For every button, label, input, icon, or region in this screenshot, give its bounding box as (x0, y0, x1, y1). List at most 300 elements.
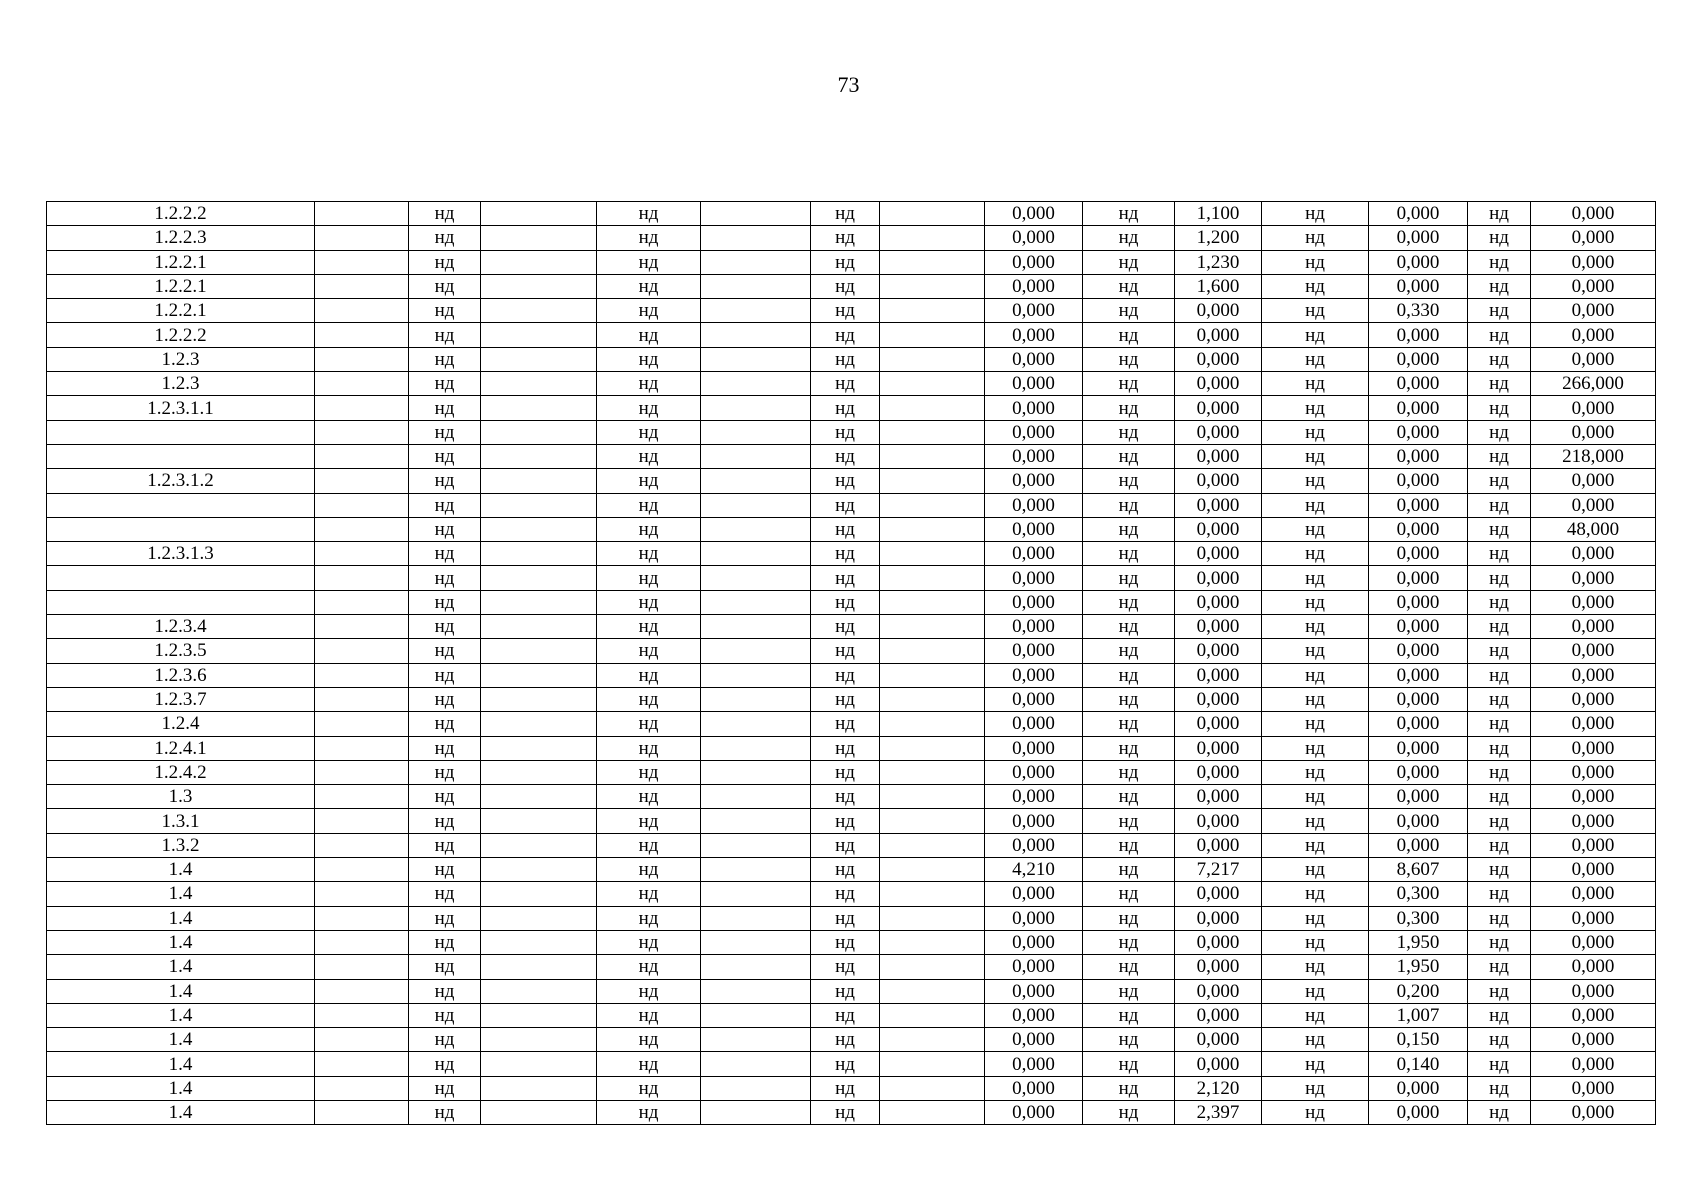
table-cell: 0,000 (1175, 347, 1262, 371)
table-cell: 0,000 (1369, 517, 1468, 541)
table-cell (315, 590, 409, 614)
table-cell (481, 420, 597, 444)
table-cell: нд (811, 542, 880, 566)
table-cell: нд (597, 833, 701, 857)
table-cell (880, 930, 985, 954)
table-cell (315, 712, 409, 736)
table-cell (880, 687, 985, 711)
table-cell (880, 955, 985, 979)
table-cell: 0,000 (1531, 736, 1656, 760)
table-cell (880, 202, 985, 226)
table-cell: нд (1083, 736, 1175, 760)
table-cell: нд (1468, 1100, 1531, 1124)
table-cell: 0,000 (1531, 1028, 1656, 1052)
table-row (47, 250, 1656, 274)
table-cell: нд (409, 299, 481, 323)
table-cell: 0,000 (1175, 542, 1262, 566)
table-cell (315, 882, 409, 906)
table-cell: 1.2.2.2 (47, 323, 315, 347)
table-cell: 1.4 (47, 882, 315, 906)
table-cell: 0,000 (1531, 712, 1656, 736)
table-cell: нд (1468, 347, 1531, 371)
table-cell (481, 1003, 597, 1027)
table-cell: нд (1262, 1100, 1369, 1124)
table-cell: нд (811, 979, 880, 1003)
table-cell (701, 250, 811, 274)
table-cell: нд (1083, 444, 1175, 468)
table-cell: нд (1083, 955, 1175, 979)
table-cell: нд (1083, 1003, 1175, 1027)
table-cell: 0,000 (1531, 833, 1656, 857)
table-cell: нд (1083, 809, 1175, 833)
table-cell: 1.2.2.1 (47, 299, 315, 323)
table-cell: 1,950 (1369, 930, 1468, 954)
table-cell: нд (1468, 202, 1531, 226)
table-cell (315, 1028, 409, 1052)
table-cell (315, 420, 409, 444)
table-cell: нд (597, 687, 701, 711)
table-cell: нд (597, 955, 701, 979)
table-cell: 0,000 (1369, 712, 1468, 736)
table-cell: 0,000 (1369, 1100, 1468, 1124)
table-cell: 0,000 (985, 785, 1083, 809)
table-cell: нд (409, 250, 481, 274)
table-cell: 0,000 (1531, 299, 1656, 323)
table-row (47, 566, 1656, 590)
table-cell (315, 202, 409, 226)
table-cell: нд (1083, 882, 1175, 906)
table-cell: нд (811, 323, 880, 347)
table-row (47, 615, 1656, 639)
table-cell: нд (1083, 663, 1175, 687)
table-cell: нд (811, 1076, 880, 1100)
table-cell: 0,000 (1175, 712, 1262, 736)
table-cell: нд (409, 396, 481, 420)
table-cell: 0,000 (985, 1076, 1083, 1100)
table-cell: нд (597, 882, 701, 906)
table-cell: нд (409, 760, 481, 784)
table-cell: 1.4 (47, 1052, 315, 1076)
table-cell: нд (1083, 274, 1175, 298)
table-cell: 1.2.2.2 (47, 202, 315, 226)
table-cell (481, 979, 597, 1003)
table-cell: 0,000 (1531, 760, 1656, 784)
table-cell: 0,000 (985, 663, 1083, 687)
table-cell (880, 1003, 985, 1027)
table-cell (701, 1003, 811, 1027)
table-cell: нд (1468, 542, 1531, 566)
table-cell: нд (409, 785, 481, 809)
table-cell (481, 785, 597, 809)
table-cell: нд (409, 639, 481, 663)
table-row (47, 760, 1656, 784)
table-cell: нд (1262, 444, 1369, 468)
table-cell: нд (409, 444, 481, 468)
table-cell (880, 566, 985, 590)
table-cell (880, 299, 985, 323)
table-cell: нд (597, 736, 701, 760)
table-cell: нд (409, 493, 481, 517)
table-cell: нд (1468, 785, 1531, 809)
table-cell: 0,000 (1175, 1003, 1262, 1027)
table-cell: 0,000 (1531, 396, 1656, 420)
table-cell: 0,000 (1369, 202, 1468, 226)
table-cell: 0,000 (985, 809, 1083, 833)
table-cell: нд (597, 590, 701, 614)
table-cell (481, 469, 597, 493)
table-cell (880, 469, 985, 493)
table-cell: нд (597, 542, 701, 566)
table-cell: 0,000 (985, 687, 1083, 711)
table-cell: нд (1083, 542, 1175, 566)
table-cell: нд (811, 469, 880, 493)
table-cell: нд (1468, 760, 1531, 784)
table-cell (701, 736, 811, 760)
table-cell: нд (811, 785, 880, 809)
table-cell (880, 736, 985, 760)
table-cell: 0,300 (1369, 882, 1468, 906)
table-cell: нд (1468, 833, 1531, 857)
table-cell: 0,000 (985, 517, 1083, 541)
table-cell: нд (811, 712, 880, 736)
table-cell (481, 347, 597, 371)
table-cell: нд (811, 833, 880, 857)
table-cell (315, 493, 409, 517)
table-cell (701, 785, 811, 809)
table-cell (880, 274, 985, 298)
table-row (47, 444, 1656, 468)
table-cell: нд (811, 882, 880, 906)
table-cell: нд (1083, 420, 1175, 444)
table-cell: 0,000 (1175, 955, 1262, 979)
table-cell: нд (1083, 615, 1175, 639)
table-cell (47, 444, 315, 468)
table-cell: нд (597, 858, 701, 882)
table-cell: нд (1468, 299, 1531, 323)
table-cell: нд (1262, 372, 1369, 396)
table-cell: 0,000 (1175, 372, 1262, 396)
table-cell (481, 833, 597, 857)
table-cell: 0,000 (1531, 1100, 1656, 1124)
table-cell (701, 1052, 811, 1076)
table-row (47, 542, 1656, 566)
table-cell: 0,000 (1175, 420, 1262, 444)
table-cell: 0,000 (1175, 906, 1262, 930)
table-cell: 48,000 (1531, 517, 1656, 541)
table-cell: 0,000 (985, 930, 1083, 954)
table-cell: 0,000 (1531, 274, 1656, 298)
table-cell: 0,000 (985, 274, 1083, 298)
table-cell: нд (811, 226, 880, 250)
table-cell: 0,000 (1369, 444, 1468, 468)
table-row (47, 323, 1656, 347)
table-cell: нд (597, 906, 701, 930)
table-cell (701, 1076, 811, 1100)
table-cell: 1.2.3.6 (47, 663, 315, 687)
table-cell: нд (1468, 906, 1531, 930)
table-cell (315, 566, 409, 590)
table-cell: 0,000 (1175, 760, 1262, 784)
table-cell: 0,000 (1369, 250, 1468, 274)
table-cell: нд (1468, 882, 1531, 906)
table-cell: нд (1083, 469, 1175, 493)
table-cell: 0,000 (1175, 930, 1262, 954)
table-cell: нд (1262, 882, 1369, 906)
table-cell: 0,000 (985, 323, 1083, 347)
table-cell: нд (1468, 1028, 1531, 1052)
table-cell: 0,000 (985, 566, 1083, 590)
table-cell: нд (409, 1028, 481, 1052)
table-cell (315, 955, 409, 979)
table-cell (481, 882, 597, 906)
table-cell: 0,000 (1531, 493, 1656, 517)
table-cell: 1,230 (1175, 250, 1262, 274)
table-cell: нд (1468, 615, 1531, 639)
table-cell: нд (1262, 1076, 1369, 1100)
table-cell (315, 858, 409, 882)
table-cell: нд (811, 396, 880, 420)
table-cell: нд (1262, 323, 1369, 347)
table-cell (315, 226, 409, 250)
table-cell (701, 372, 811, 396)
table-cell: нд (597, 323, 701, 347)
table-cell: нд (1468, 274, 1531, 298)
table-cell: 1.3.1 (47, 809, 315, 833)
table-cell (47, 420, 315, 444)
table-cell: 1.3 (47, 785, 315, 809)
table-cell: 0,000 (1369, 274, 1468, 298)
table-cell: 0,000 (985, 202, 1083, 226)
table-cell: нд (597, 469, 701, 493)
table-cell (880, 226, 985, 250)
table-cell (880, 323, 985, 347)
table-cell: нд (1468, 979, 1531, 1003)
table-row (47, 906, 1656, 930)
table-cell: нд (1468, 323, 1531, 347)
table-cell: 1.2.4.1 (47, 736, 315, 760)
table-cell: нд (409, 517, 481, 541)
table-cell: 0,000 (985, 444, 1083, 468)
table-cell: 0,000 (1531, 542, 1656, 566)
table-cell: 0,000 (1175, 615, 1262, 639)
table-cell: нд (1262, 517, 1369, 541)
table-cell: 0,000 (1369, 396, 1468, 420)
table-cell: нд (409, 736, 481, 760)
table-cell: 0,000 (985, 226, 1083, 250)
table-cell: нд (1262, 590, 1369, 614)
table-cell: 0,000 (1531, 226, 1656, 250)
table-row (47, 299, 1656, 323)
table-cell: нд (1083, 372, 1175, 396)
table-cell (481, 396, 597, 420)
table-cell: нд (1262, 736, 1369, 760)
table-cell: нд (811, 420, 880, 444)
table-cell (701, 809, 811, 833)
table-cell: 2,397 (1175, 1100, 1262, 1124)
table-cell: 0,000 (1369, 347, 1468, 371)
table-cell: 1,950 (1369, 955, 1468, 979)
table-cell: нд (1468, 590, 1531, 614)
table-cell: 0,000 (1531, 955, 1656, 979)
table-cell (880, 760, 985, 784)
table-cell: нд (1083, 712, 1175, 736)
table-cell: нд (811, 274, 880, 298)
table-cell: нд (811, 1100, 880, 1124)
table-cell (880, 590, 985, 614)
table-cell: нд (1083, 566, 1175, 590)
table-cell: нд (811, 809, 880, 833)
table-cell: нд (811, 517, 880, 541)
table-cell: нд (597, 566, 701, 590)
table-cell: нд (1262, 785, 1369, 809)
table-cell: 0,000 (1175, 687, 1262, 711)
table-cell: нд (1262, 566, 1369, 590)
table-cell: нд (597, 444, 701, 468)
table-cell: 0,000 (1531, 323, 1656, 347)
table-cell (481, 444, 597, 468)
table-cell (880, 1052, 985, 1076)
table-cell: нд (409, 833, 481, 857)
table-cell: 0,000 (1175, 639, 1262, 663)
table-cell: нд (409, 347, 481, 371)
table-cell (47, 493, 315, 517)
table-cell (315, 347, 409, 371)
table-cell (880, 858, 985, 882)
table-cell: нд (811, 858, 880, 882)
table-cell: нд (409, 955, 481, 979)
table-cell (481, 1028, 597, 1052)
table-cell: нд (1468, 444, 1531, 468)
table-row (47, 639, 1656, 663)
table-cell: 0,000 (985, 736, 1083, 760)
table-row (47, 517, 1656, 541)
table-cell: 0,000 (1175, 1028, 1262, 1052)
table-cell (47, 517, 315, 541)
table-cell (880, 396, 985, 420)
table-row (47, 687, 1656, 711)
table-cell: 0,000 (1369, 323, 1468, 347)
table-row (47, 1028, 1656, 1052)
table-cell: нд (597, 202, 701, 226)
table-cell (701, 712, 811, 736)
table-cell: нд (1468, 639, 1531, 663)
table-cell: 1,200 (1175, 226, 1262, 250)
table-cell: нд (1083, 250, 1175, 274)
table-cell (701, 760, 811, 784)
table-cell (701, 882, 811, 906)
table-cell: нд (1468, 250, 1531, 274)
table-cell: 1.2.3.4 (47, 615, 315, 639)
table-cell: нд (1083, 833, 1175, 857)
table-cell: 1.4 (47, 1003, 315, 1027)
table-cell: 0,000 (1175, 517, 1262, 541)
table-cell: нд (1262, 615, 1369, 639)
table-cell: нд (811, 760, 880, 784)
table-cell (880, 1028, 985, 1052)
table-cell (880, 785, 985, 809)
table-cell: 0,000 (985, 955, 1083, 979)
table-cell: нд (1468, 1003, 1531, 1027)
table-cell: нд (597, 785, 701, 809)
table-cell: нд (1468, 396, 1531, 420)
table-cell: 1.4 (47, 906, 315, 930)
table-cell: 0,000 (1175, 663, 1262, 687)
table-cell: нд (409, 615, 481, 639)
table-cell: 1.2.3.5 (47, 639, 315, 663)
table-cell (315, 542, 409, 566)
table-cell: нд (597, 1028, 701, 1052)
table-cell (481, 615, 597, 639)
table-cell: 0,000 (985, 1052, 1083, 1076)
table-row (47, 1052, 1656, 1076)
table-cell: 1.2.3 (47, 347, 315, 371)
table-cell: 1.4 (47, 1028, 315, 1052)
table-cell: нд (1468, 930, 1531, 954)
table-cell: нд (597, 372, 701, 396)
table-cell: нд (409, 1100, 481, 1124)
table-cell (481, 687, 597, 711)
table-cell: 1.4 (47, 1076, 315, 1100)
table-cell: нд (1262, 906, 1369, 930)
table-cell (315, 785, 409, 809)
table-row (47, 663, 1656, 687)
table-cell: нд (1468, 858, 1531, 882)
table-cell (880, 517, 985, 541)
table-cell (315, 299, 409, 323)
table-cell: 1.4 (47, 979, 315, 1003)
table-cell: 0,000 (1531, 566, 1656, 590)
table-cell: нд (409, 930, 481, 954)
table-row (47, 736, 1656, 760)
table-cell: нд (1468, 469, 1531, 493)
table-cell (880, 542, 985, 566)
table-cell: нд (1468, 1076, 1531, 1100)
table-cell (701, 906, 811, 930)
table-cell: 0,000 (985, 299, 1083, 323)
table-cell: 0,000 (985, 372, 1083, 396)
table-row (47, 930, 1656, 954)
table-cell (481, 1100, 597, 1124)
table-cell (481, 663, 597, 687)
table-cell: 1.2.2.3 (47, 226, 315, 250)
table-cell: нд (1083, 517, 1175, 541)
table-cell: нд (811, 250, 880, 274)
table-cell: 0,140 (1369, 1052, 1468, 1076)
table-cell (701, 469, 811, 493)
table-cell: нд (409, 323, 481, 347)
table-cell (701, 566, 811, 590)
table-cell (481, 809, 597, 833)
table-cell: 1.2.4.2 (47, 760, 315, 784)
table-cell: 0,000 (985, 396, 1083, 420)
table-cell (880, 809, 985, 833)
table-cell: нд (1083, 1028, 1175, 1052)
table-cell: нд (409, 372, 481, 396)
table-cell: 0,000 (1369, 420, 1468, 444)
table-cell: 0,200 (1369, 979, 1468, 1003)
table-cell: 0,000 (985, 979, 1083, 1003)
table-cell: нд (811, 663, 880, 687)
table-cell (315, 687, 409, 711)
table-cell: нд (597, 1100, 701, 1124)
table-row (47, 396, 1656, 420)
table-row (47, 202, 1656, 226)
table-cell: нд (811, 736, 880, 760)
table-cell: 1.4 (47, 930, 315, 954)
table-cell: нд (1262, 542, 1369, 566)
table-cell (315, 615, 409, 639)
table-cell (315, 469, 409, 493)
